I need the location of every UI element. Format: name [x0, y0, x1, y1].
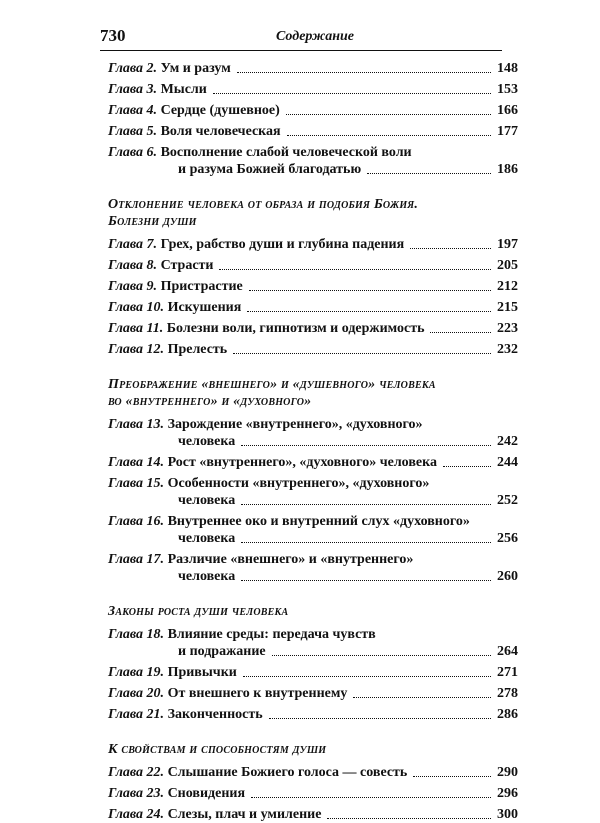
- chapter-title: Болезни воли, гипнотизм и одержимость: [166, 321, 425, 336]
- chapter-title: Сновидения: [167, 786, 246, 801]
- chapter-title: Грех, рабство души и глубина падения: [160, 237, 405, 252]
- toc-entry: [108, 278, 518, 295]
- leader-dots: [233, 353, 491, 354]
- page-ref: 223: [497, 321, 518, 336]
- table-of-contents: [108, 56, 518, 823]
- leader-dots: [410, 248, 491, 249]
- entry-text: [108, 626, 376, 643]
- toc-entry: [108, 299, 518, 316]
- chapter-title: Пристрастие: [160, 279, 243, 294]
- chapter-title: Восполнение слабой человеческой воли: [160, 145, 412, 160]
- toc-entry: [108, 764, 518, 781]
- toc-entry: [108, 454, 518, 471]
- chapter-label: Глава 14.: [108, 455, 165, 470]
- leader-dots: [243, 676, 491, 677]
- chapter-title: Искушения: [167, 300, 242, 315]
- toc-entry-line: [108, 664, 518, 681]
- toc-entry-line: [108, 81, 518, 98]
- toc-entry: [108, 664, 518, 681]
- toc-section: [108, 196, 518, 358]
- toc-entry: [108, 123, 518, 140]
- toc-entry-line: [108, 257, 518, 274]
- chapter-label: Глава 23.: [108, 786, 165, 801]
- toc-entry-line: [108, 806, 518, 823]
- toc-entry: [108, 806, 518, 823]
- toc-entry: [108, 102, 518, 119]
- chapter-label: Глава 4.: [108, 103, 158, 118]
- leader-dots: [272, 655, 491, 656]
- chapter-label: Глава 9.: [108, 279, 158, 294]
- chapter-title: Рост «внутреннего», «духовного» человека: [167, 455, 437, 470]
- page-ref: 197: [497, 237, 518, 252]
- chapter-title: Прелесть: [167, 342, 228, 357]
- entry-text: [108, 123, 281, 140]
- entry-text: [108, 785, 245, 802]
- toc-entry: [108, 144, 518, 178]
- toc-entry-line: [108, 492, 518, 509]
- chapter-title-continued: человека: [178, 569, 236, 584]
- chapter-title: Слышание Божиего голоса — совесть: [167, 765, 408, 780]
- leader-dots: [327, 818, 491, 819]
- chapter-title-continued: человека: [178, 434, 236, 449]
- leader-dots: [249, 290, 491, 291]
- toc-entry-line: [108, 278, 518, 295]
- leader-dots: [241, 542, 491, 543]
- leader-dots: [241, 445, 491, 446]
- page-ref: 232: [497, 342, 518, 357]
- chapter-label: Глава 11.: [108, 321, 164, 336]
- leader-dots: [269, 718, 491, 719]
- toc-entry-line: [108, 454, 518, 471]
- toc-entry-line: [108, 643, 518, 660]
- entry-text: [108, 144, 412, 161]
- page-ref: 300: [497, 807, 518, 822]
- entry-text: [108, 320, 424, 337]
- toc-entry: [108, 551, 518, 585]
- leader-dots: [219, 269, 491, 270]
- page-ref: 286: [497, 707, 518, 722]
- chapter-label: Глава 18.: [108, 627, 165, 642]
- toc-entry-line: [108, 685, 518, 702]
- toc-section: [108, 376, 518, 585]
- chapter-label: Глава 6.: [108, 145, 158, 160]
- entry-text: [108, 551, 413, 568]
- entry-text: [108, 278, 243, 295]
- entry-text: [108, 257, 213, 274]
- toc-entry-line: [108, 764, 518, 781]
- page-ref: 252: [497, 493, 518, 508]
- section-title: К свойствам и способностям души: [108, 742, 327, 757]
- toc-entry: [108, 513, 518, 547]
- chapter-title: Привычки: [167, 665, 237, 680]
- entry-text: [108, 806, 321, 823]
- toc-entry-line: [108, 785, 518, 802]
- chapter-label: Глава 21.: [108, 707, 165, 722]
- toc-entry-line: [108, 161, 518, 178]
- chapter-title: Влияние среды: передача чувств: [167, 627, 376, 642]
- toc-entry-line: [108, 551, 518, 568]
- toc-entry-line: [108, 341, 518, 358]
- chapter-title-continued: человека: [178, 493, 236, 508]
- toc-entry: [108, 685, 518, 702]
- page-ref: 296: [497, 786, 518, 801]
- chapter-title: От внешнего к внутреннему: [167, 686, 348, 701]
- toc-entry-line: [108, 144, 518, 161]
- chapter-title: Слезы, плач и умиление: [167, 807, 322, 822]
- toc-entry: [108, 785, 518, 802]
- chapter-label: Глава 17.: [108, 552, 165, 567]
- section-title-line2: Болезни души: [108, 214, 197, 229]
- toc-entry: [108, 257, 518, 274]
- entry-text: [108, 236, 404, 253]
- page-ref: 153: [497, 82, 518, 97]
- chapter-label: Глава 15.: [108, 476, 165, 491]
- toc-entry-line: [108, 706, 518, 723]
- chapter-label: Глава 10.: [108, 300, 165, 315]
- chapter-label: Глава 12.: [108, 342, 165, 357]
- entry-text: [108, 706, 263, 723]
- page-ref: 148: [497, 61, 518, 76]
- page-ref: 205: [497, 258, 518, 273]
- leader-dots: [241, 580, 491, 581]
- page-ref: 290: [497, 765, 518, 780]
- page-ref: 242: [497, 434, 518, 449]
- toc-entry: [108, 706, 518, 723]
- chapter-label: Глава 19.: [108, 665, 165, 680]
- chapter-title: Мысли: [160, 82, 207, 97]
- chapter-label: Глава 8.: [108, 258, 158, 273]
- page-ref: 186: [497, 162, 518, 177]
- toc-section: [108, 60, 518, 178]
- entry-text: [108, 102, 280, 119]
- page-ref: 264: [497, 644, 518, 659]
- chapter-title: Воля человеческая: [160, 124, 281, 139]
- page-ref: 215: [497, 300, 518, 315]
- page-ref: 278: [497, 686, 518, 701]
- section-title-line2: во «внутреннего» и «духовного»: [108, 394, 312, 409]
- toc-entry: [108, 475, 518, 509]
- chapter-title: Различие «внешнего» и «внутреннего»: [167, 552, 414, 567]
- page-ref: 260: [497, 569, 518, 584]
- entry-text: [108, 685, 347, 702]
- leader-dots: [286, 114, 491, 115]
- toc-section: [108, 603, 518, 723]
- leader-dots: [443, 466, 491, 467]
- page-number: 730: [100, 26, 126, 45]
- toc-entry-line: [108, 236, 518, 253]
- chapter-label: Глава 22.: [108, 765, 165, 780]
- toc-entry-line: [108, 568, 518, 585]
- chapter-title-continued: и разума Божией благодатью: [178, 162, 362, 177]
- page-ref: 256: [497, 531, 518, 546]
- chapter-label: Глава 5.: [108, 124, 158, 139]
- chapter-label: Глава 24.: [108, 807, 165, 822]
- chapter-title: Особенности «внутреннего», «духовного»: [167, 476, 430, 491]
- toc-entry-line: [108, 475, 518, 492]
- entry-text: [108, 416, 423, 433]
- toc-entry-line: [108, 60, 518, 77]
- section-title: Законы роста души человека: [108, 604, 289, 619]
- chapter-label: Глава 7.: [108, 237, 158, 252]
- toc-entry: [108, 416, 518, 450]
- entry-text: [108, 513, 470, 530]
- leader-dots: [247, 311, 491, 312]
- page-ref: 166: [497, 103, 518, 118]
- entry-text: [108, 475, 429, 492]
- toc-entry-line: [108, 433, 518, 450]
- leader-dots: [237, 72, 491, 73]
- entry-text: [108, 764, 407, 781]
- leader-dots: [213, 93, 491, 94]
- chapter-title: Страсти: [160, 258, 214, 273]
- toc-entry-line: [108, 123, 518, 140]
- chapter-label: Глава 13.: [108, 417, 165, 432]
- leader-dots: [287, 135, 491, 136]
- chapter-label: Глава 2.: [108, 61, 158, 76]
- toc-entry: [108, 341, 518, 358]
- chapter-label: Глава 20.: [108, 686, 165, 701]
- chapter-title: Ум и разум: [160, 61, 231, 76]
- chapter-title: Сердце (душевное): [160, 103, 280, 118]
- chapter-title: Зарождение «внутреннего», «духовного»: [167, 417, 423, 432]
- toc-entry-line: [108, 626, 518, 643]
- entry-text: [108, 81, 207, 98]
- toc-entry: [108, 320, 518, 337]
- chapter-title-continued: человека: [178, 531, 236, 546]
- entry-text: [108, 299, 241, 316]
- page-ref: 271: [497, 665, 518, 680]
- leader-dots: [353, 697, 491, 698]
- entry-text: [108, 60, 231, 77]
- toc-entry: [108, 626, 518, 660]
- chapter-label: Глава 16.: [108, 514, 165, 529]
- entry-text: [108, 341, 227, 358]
- page-ref: 212: [497, 279, 518, 294]
- toc-entry-line: [108, 530, 518, 547]
- running-head: [100, 26, 502, 51]
- leader-dots: [367, 173, 491, 174]
- chapter-label: Глава 3.: [108, 82, 158, 97]
- toc-entry: [108, 81, 518, 98]
- toc-entry-line: [108, 102, 518, 119]
- section-title: Преображение «внешнего» и «душевного» человека: [108, 377, 436, 392]
- chapter-title: Законченность: [167, 707, 263, 722]
- toc-entry-line: [108, 320, 518, 337]
- leader-dots: [241, 504, 491, 505]
- toc-section: [108, 741, 518, 823]
- toc-entry-line: [108, 299, 518, 316]
- toc-entry: [108, 236, 518, 253]
- page-ref: 177: [497, 124, 518, 139]
- section-title: Отклонение человека от образа и подобия Божия.: [108, 197, 419, 212]
- toc-entry-line: [108, 416, 518, 433]
- toc-entry-line: [108, 513, 518, 530]
- leader-dots: [413, 776, 491, 777]
- entry-text: [108, 664, 237, 681]
- header-title: Содержание: [276, 29, 354, 44]
- chapter-title-continued: и подражание: [178, 644, 266, 659]
- leader-dots: [251, 797, 491, 798]
- page-ref: 244: [497, 455, 518, 470]
- entry-text: [108, 454, 437, 471]
- leader-dots: [430, 332, 491, 333]
- chapter-title: Внутреннее око и внутренний слух «духовного»: [167, 514, 470, 529]
- toc-entry: [108, 60, 518, 77]
